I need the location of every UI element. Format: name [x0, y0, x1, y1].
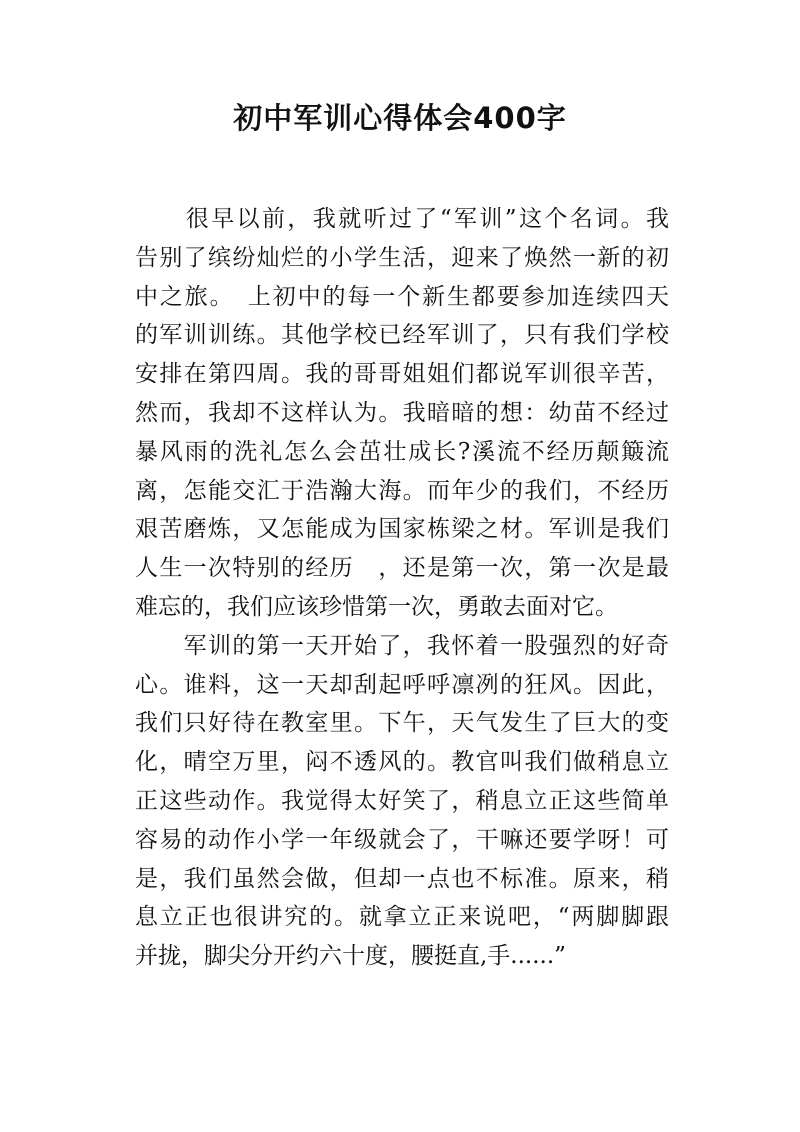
text-line: 中之旅。 上初中的每一个新生都要参加连续四天 — [135, 283, 669, 310]
text-line: 容易的动作小学一年级就会了，干嘛还要学呀！可 — [135, 826, 669, 853]
text-line: 军训的第一天开始了，我怀着一股强烈的好奇 — [135, 632, 669, 659]
text-line: 很早以前，我就听过了“军训”这个名词。我 — [135, 206, 669, 232]
text-line: 是，我们虽然会做，但却一点也不标准。原来，稍 — [135, 865, 669, 892]
essay-body — [135, 200, 669, 976]
page-title: 初中军训心得体会400字 — [233, 101, 567, 135]
text-line: 心。谁料，这一天却刮起呼呼凛冽的狂风。因此， — [135, 671, 669, 698]
text-line: 然而，我却不这样认为。我暗暗的想：幼苗不经过 — [135, 399, 669, 426]
text-line: 安排在第四周。我的哥哥姐姐们都说军训很辛苦， — [135, 361, 669, 388]
text-line: 艰苦磨炼，又怎能成为国家栋梁之材。军训是我们 — [135, 516, 669, 543]
text-line: 正这些动作。我觉得太好笑了，稍息立正这些简单 — [135, 787, 669, 814]
text-line: 人生一次特别的经历 ，还是第一次，第一次是最 — [135, 555, 669, 582]
text-line: 化，晴空万里，闷不透风的。教官叫我们做稍息立 — [135, 749, 669, 776]
text-line: 息立正也很讲究的。就拿立正来说吧，“两脚脚跟 — [135, 904, 669, 931]
text-line: 的军训训练。其他学校已经军训了，只有我们学校 — [135, 322, 669, 349]
text-line: 我们只好待在教室里。下午，天气发生了巨大的变 — [135, 710, 669, 737]
text-line: 告别了缤纷灿烂的小学生活，迎来了焕然一新的初 — [135, 244, 669, 271]
text-line: 难忘的，我们应该珍惜第一次，勇敢去面对它。 — [135, 593, 618, 620]
text-line: 暴风雨的洗礼怎么会茁壮成长?溪流不经历颠簸流 — [135, 438, 669, 465]
text-line: 离，怎能交汇于浩瀚大海。而年少的我们，不经历 — [135, 477, 669, 504]
text-line: 并拢，脚尖分开约六十度，腰挺直,手......” — [135, 943, 566, 970]
